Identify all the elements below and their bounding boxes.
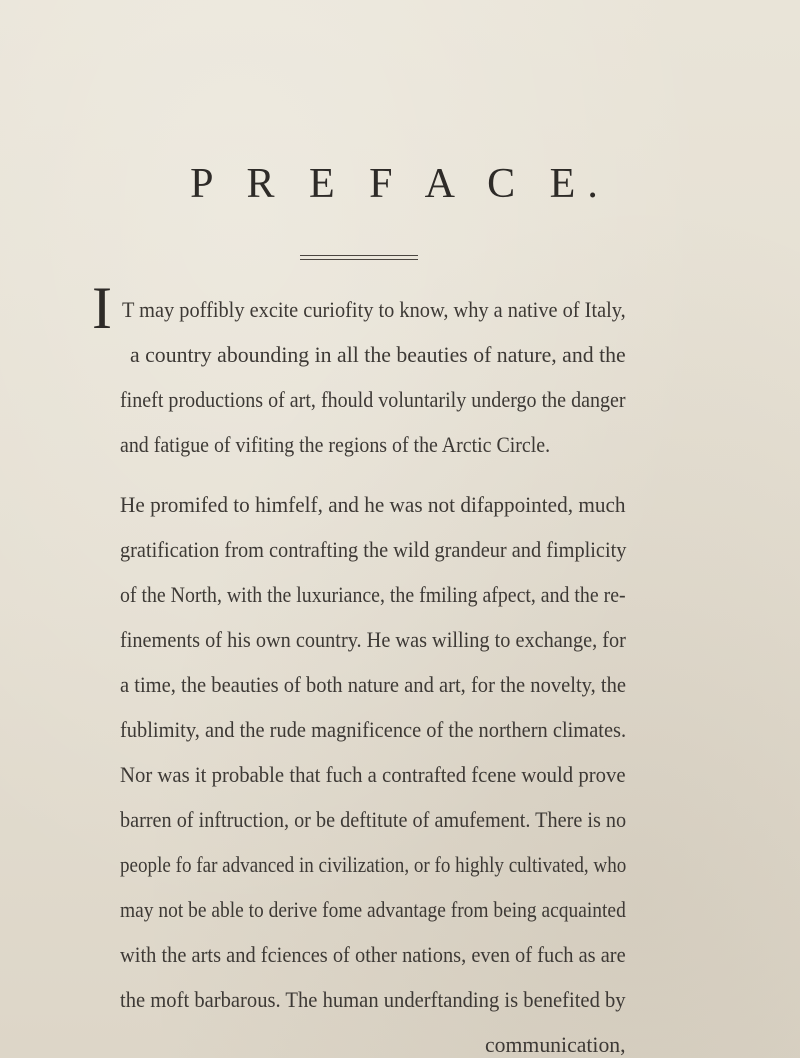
drop-cap: I <box>92 275 112 341</box>
text-line-9: a time, the beauties of both nature and art, for the novelty, the <box>120 672 626 697</box>
text-line-7: of the North, with the luxuriance, the fmiling afpect, and the re- <box>120 582 626 607</box>
text-line-6: gratification from contrafting the wild grandeur and fimplicity <box>120 537 627 562</box>
text-line-5: He promifed to himfelf, and he was not difappointed, much <box>120 492 626 517</box>
text-line-11: Nor was it probable that fuch a contrafted fcene would prove <box>120 762 626 787</box>
text-line-4: and fatigue of vifiting the regions of the Arctic Circle. <box>120 432 551 457</box>
text-line-1: T may poffibly excite curiofity to know, why a native of Italy, <box>122 297 626 322</box>
text-line-10: fublimity, and the rude magnificence of the northern climates. <box>120 717 627 742</box>
catchword: communication, <box>485 1032 626 1057</box>
text-line-14: may not be able to derive fome advantage from being acquainted <box>120 897 626 922</box>
text-line-2: a country abounding in all the beauties of nature, and the <box>130 342 626 367</box>
text-line-16: the moft barbarous. The human underftanding is benefited by <box>120 987 626 1012</box>
page-title: P R E F A C E. <box>190 161 610 207</box>
text-line-15: with the arts and fciences of other nations, even of fuch as are <box>120 942 626 967</box>
title-rule <box>300 255 418 260</box>
text-line-8: finements of his own country. He was willing to exchange, for <box>120 627 626 652</box>
text-line-13: people fo far advanced in civilization, or fo highly cultivated, who <box>120 852 627 877</box>
text-line-3: fineft productions of art, fhould voluntarily undergo the danger <box>120 387 626 412</box>
text-line-12: barren of inftruction, or be deftitute of amufement. There is no <box>120 807 627 832</box>
